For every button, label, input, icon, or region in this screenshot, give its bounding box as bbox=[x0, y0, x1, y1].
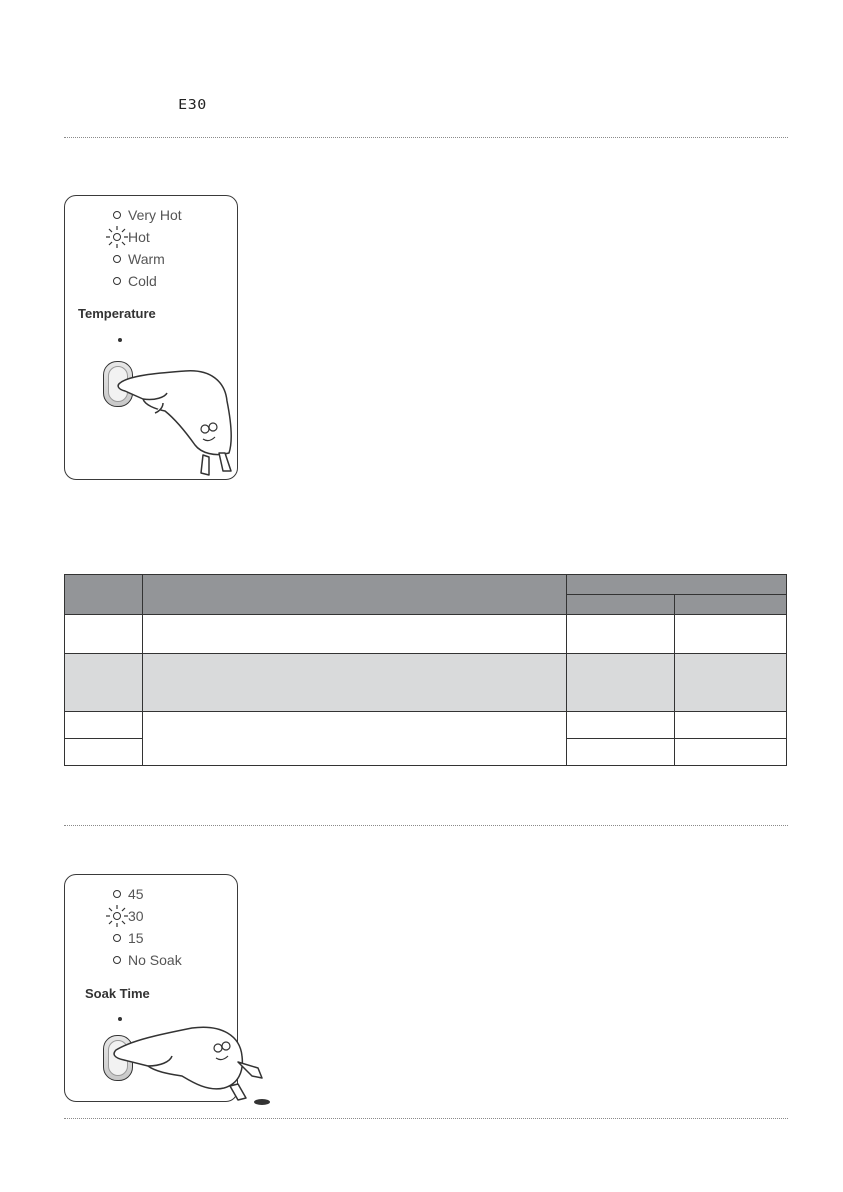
option-label: 15 bbox=[128, 930, 144, 946]
led-lit-icon bbox=[113, 233, 121, 241]
soak-time-label: Soak Time bbox=[85, 986, 150, 1001]
temp-option-hot bbox=[113, 229, 150, 245]
led-glow-icon bbox=[106, 226, 128, 248]
table-row bbox=[65, 615, 787, 654]
running-hand-icon bbox=[112, 1022, 272, 1108]
soak-option-15 bbox=[113, 930, 144, 946]
error-code: E30 bbox=[178, 98, 207, 113]
table-row bbox=[65, 712, 787, 739]
soak-option-30 bbox=[113, 908, 144, 924]
led-icon bbox=[113, 934, 121, 942]
temp-option-warm bbox=[113, 251, 165, 267]
led-icon bbox=[113, 211, 121, 219]
soak-option-45 bbox=[113, 886, 144, 902]
led-icon bbox=[113, 890, 121, 898]
option-label: Warm bbox=[128, 251, 165, 267]
option-label: No Soak bbox=[128, 952, 182, 968]
option-label: Cold bbox=[128, 273, 157, 289]
table-header-cell bbox=[567, 575, 787, 595]
option-label: Hot bbox=[128, 229, 150, 245]
section-divider bbox=[64, 825, 788, 826]
led-icon bbox=[113, 255, 121, 263]
led-glow-icon bbox=[106, 905, 128, 927]
soak-option-no-soak bbox=[113, 952, 182, 968]
option-label: 45 bbox=[128, 886, 144, 902]
options-table bbox=[64, 574, 787, 766]
led-icon bbox=[113, 956, 121, 964]
table-subheader-cell bbox=[567, 595, 675, 615]
table-subheader-cell bbox=[675, 595, 787, 615]
temperature-panel bbox=[64, 195, 238, 480]
indicator-dot bbox=[118, 1017, 122, 1021]
temp-option-very-hot bbox=[113, 207, 182, 223]
table-header-cell bbox=[142, 575, 566, 615]
section-divider bbox=[64, 1118, 788, 1119]
section-divider bbox=[64, 137, 788, 138]
option-label: 30 bbox=[128, 908, 144, 924]
led-lit-icon bbox=[113, 912, 121, 920]
table-row bbox=[65, 654, 787, 712]
table-header-cell bbox=[65, 575, 143, 615]
temp-option-cold bbox=[113, 273, 157, 289]
temperature-label: Temperature bbox=[78, 306, 156, 321]
indicator-dot bbox=[118, 338, 122, 342]
led-icon bbox=[113, 277, 121, 285]
option-label: Very Hot bbox=[128, 207, 182, 223]
pointing-hand-icon bbox=[115, 361, 238, 479]
